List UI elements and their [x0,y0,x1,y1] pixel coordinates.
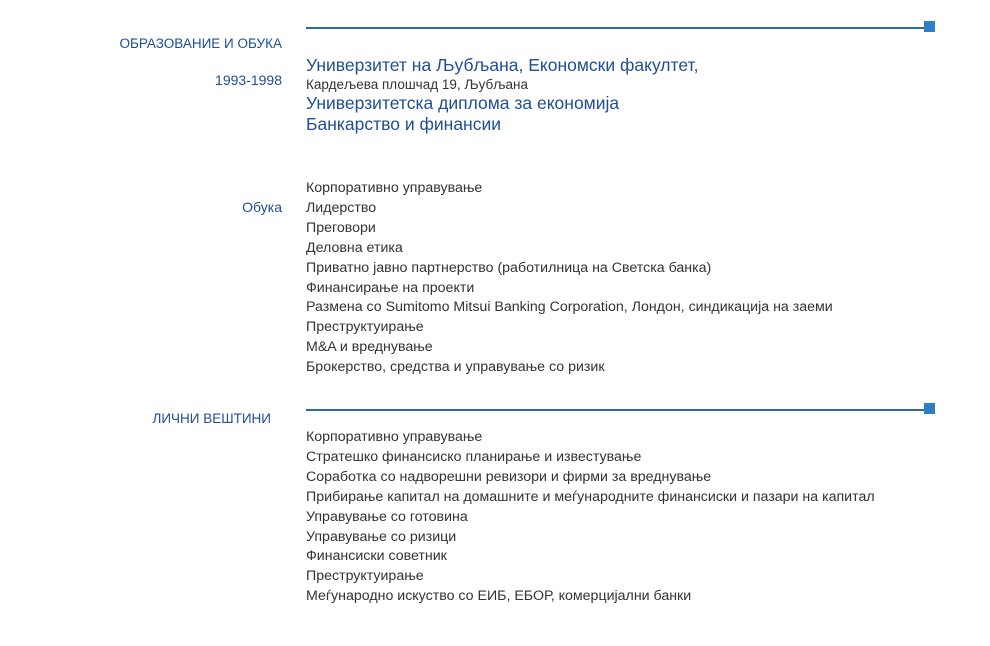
training-item: Преструктуирање [306,319,424,336]
training-item: Приватно јавно партнерство (работилница на Светска банка) [306,259,712,276]
training-label: Обука [242,199,282,215]
section-marker-square [924,403,935,414]
training-item: Лидерство [306,199,377,216]
skill-item: Управување со готовина [306,508,468,525]
section-marker-square [924,21,935,32]
skill-item: Стратешко финансиско планирање и известување [306,448,642,465]
skill-item: Соработка со надворешни ревизори и фирми за вреднување [306,468,712,485]
skills-list [306,428,875,607]
skill-item: Преструктуирање [306,568,424,585]
skill-item: Прибирање капитал на домашните и меѓународните финансиски и пазари на капитал [306,488,875,505]
education-section-heading: ОБРАЗОВАНИЕ И ОБУКА [119,36,282,51]
training-list [306,179,833,378]
education-address: Кардељева плошчад 19, Љубљана [306,77,528,92]
education-section-rule [306,27,934,29]
skill-item: Финансиски советник [306,548,447,565]
skills-section-heading: ЛИЧНИ ВЕШТИНИ [152,411,271,426]
training-item: Корпоративно управување [306,180,483,196]
skill-item: Корпоративно управување [306,429,483,445]
education-field: Банкарство и финансии [306,114,502,134]
training-item: Преговори [306,219,376,236]
education-period: 1993-1998 [215,72,282,88]
skill-item: Меѓународно искуство со ЕИБ, ЕБОР, комерцијални банки [306,588,692,605]
training-item: Размена со Sumitomo Mitsui Banking Corporation, Лондон, синдикација на заеми [306,299,833,316]
education-degree: Универзитетска диплома за економија [306,93,620,113]
education-institution: Универзитет на Љубљана, Економски факултет, [306,55,699,75]
skills-section-rule [306,409,934,411]
training-item: Брокерство, средства и управување со ризик [306,359,605,376]
training-item: Деловна етика [306,239,403,256]
training-item: Финансирање на проекти [306,279,475,296]
training-item: M&A и вреднување [306,339,433,356]
skill-item: Управување со ризици [306,528,457,545]
